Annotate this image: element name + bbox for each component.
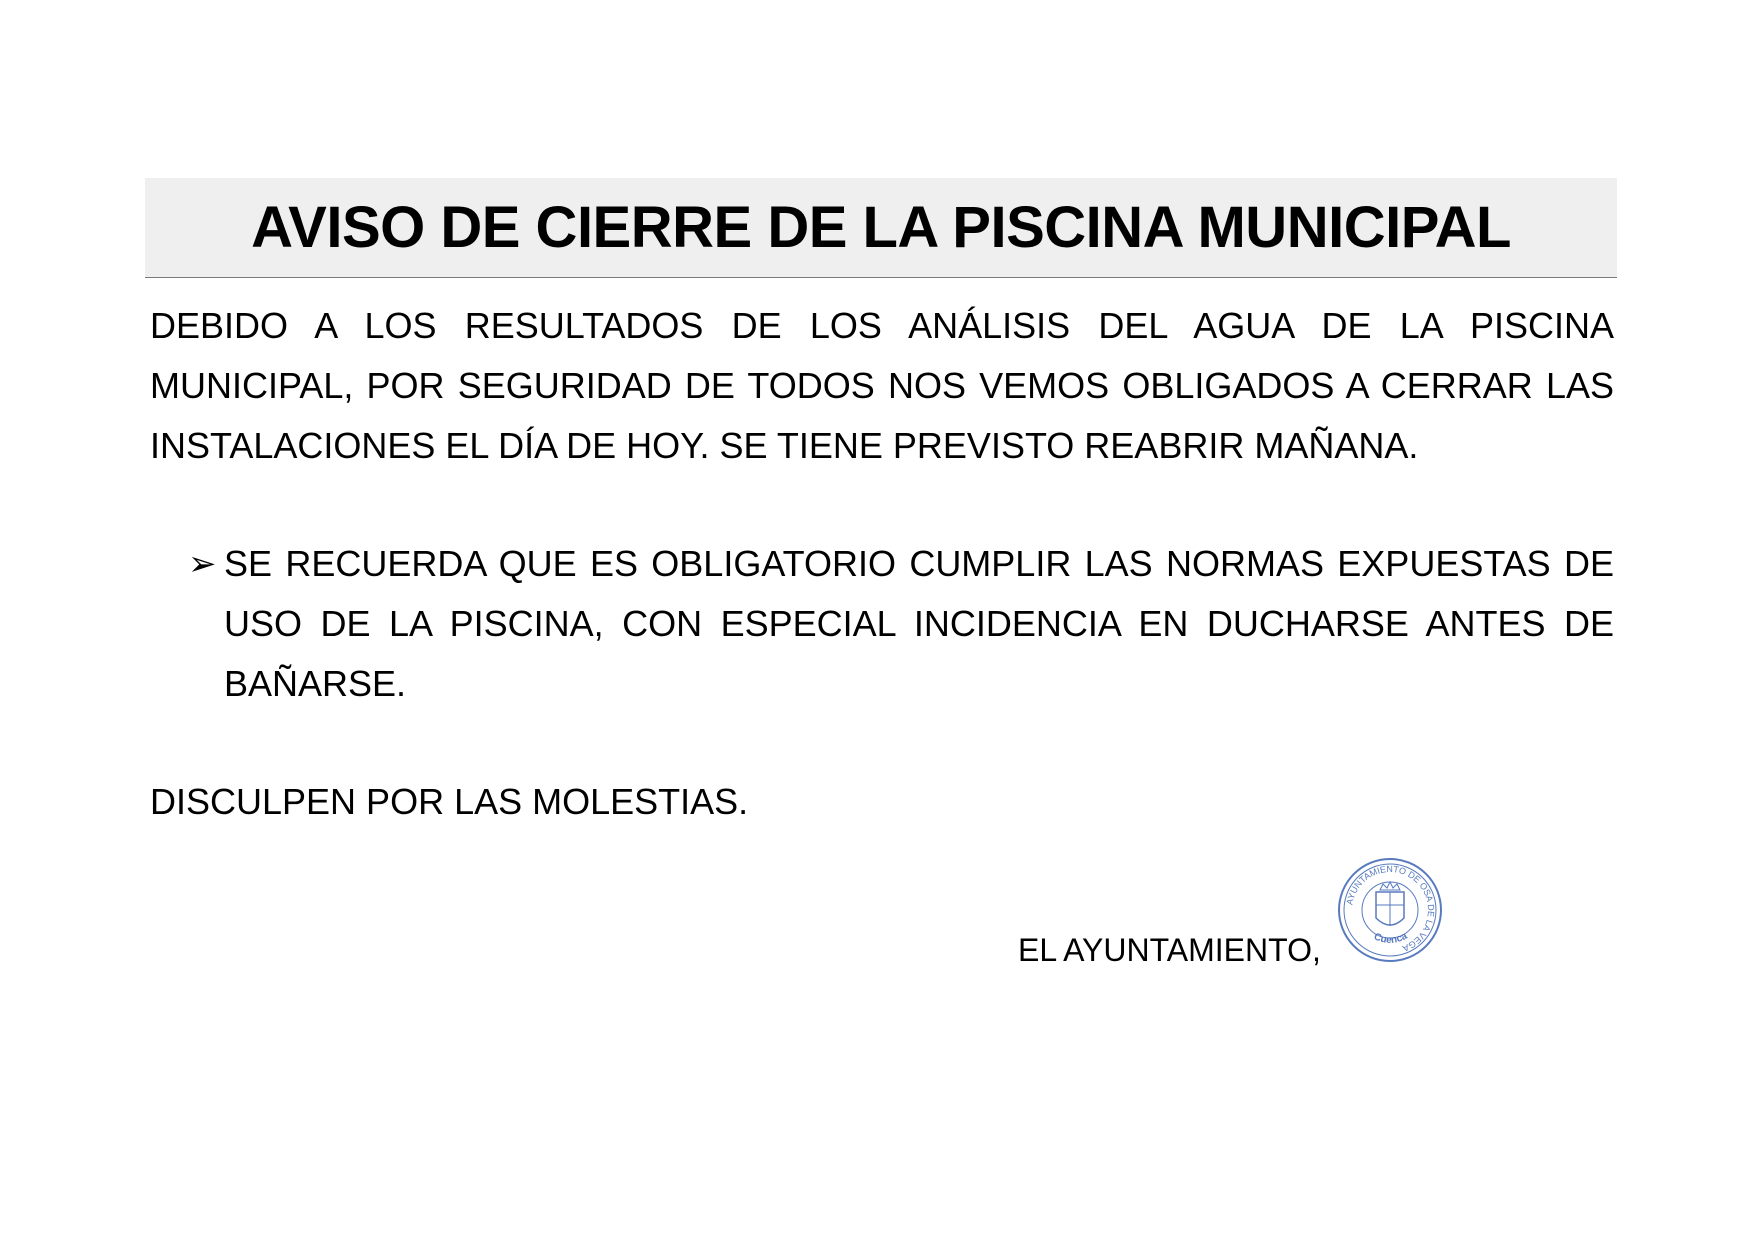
notice-body: DEBIDO A LOS RESULTADOS DE LOS ANÁLISIS DEL AGUA DE LA PISCINA MUNICIPAL, POR SEGURIDAD DE TODOS NOS VEMOS OBLIGADOS A CERRAR LAS INSTALACIONES EL DÍA DE HOY. SE TIENE PREVISTO REABRIR MAÑANA.	[150, 305, 1614, 466]
apology-text: DISCULPEN POR LAS MOLESTIAS.	[150, 781, 749, 822]
municipal-seal-icon	[1336, 856, 1444, 964]
title-band	[145, 178, 1617, 278]
reminder-bullet	[188, 534, 1614, 714]
seal-bottom-text: Cuenca	[1372, 930, 1410, 947]
seal-ring-text: AYUNTAMIENTO DE OSA DE LA VEGA	[1344, 863, 1437, 954]
arrow-bullet-icon: ➢	[188, 544, 217, 584]
reminder-text: SE RECUERDA QUE ES OBLIGATORIO CUMPLIR LAS NORMAS EXPUESTAS DE USO DE LA PISCINA, CON ESPECIAL INCIDENCIA EN DUCHARSE ANTES DE BAÑARSE.	[224, 543, 1614, 704]
signature-text: EL AYUNTAMIENTO,	[1018, 932, 1321, 968]
page-title: AVISO DE CIERRE DE LA PISCINA MUNICIPAL	[251, 195, 1511, 260]
